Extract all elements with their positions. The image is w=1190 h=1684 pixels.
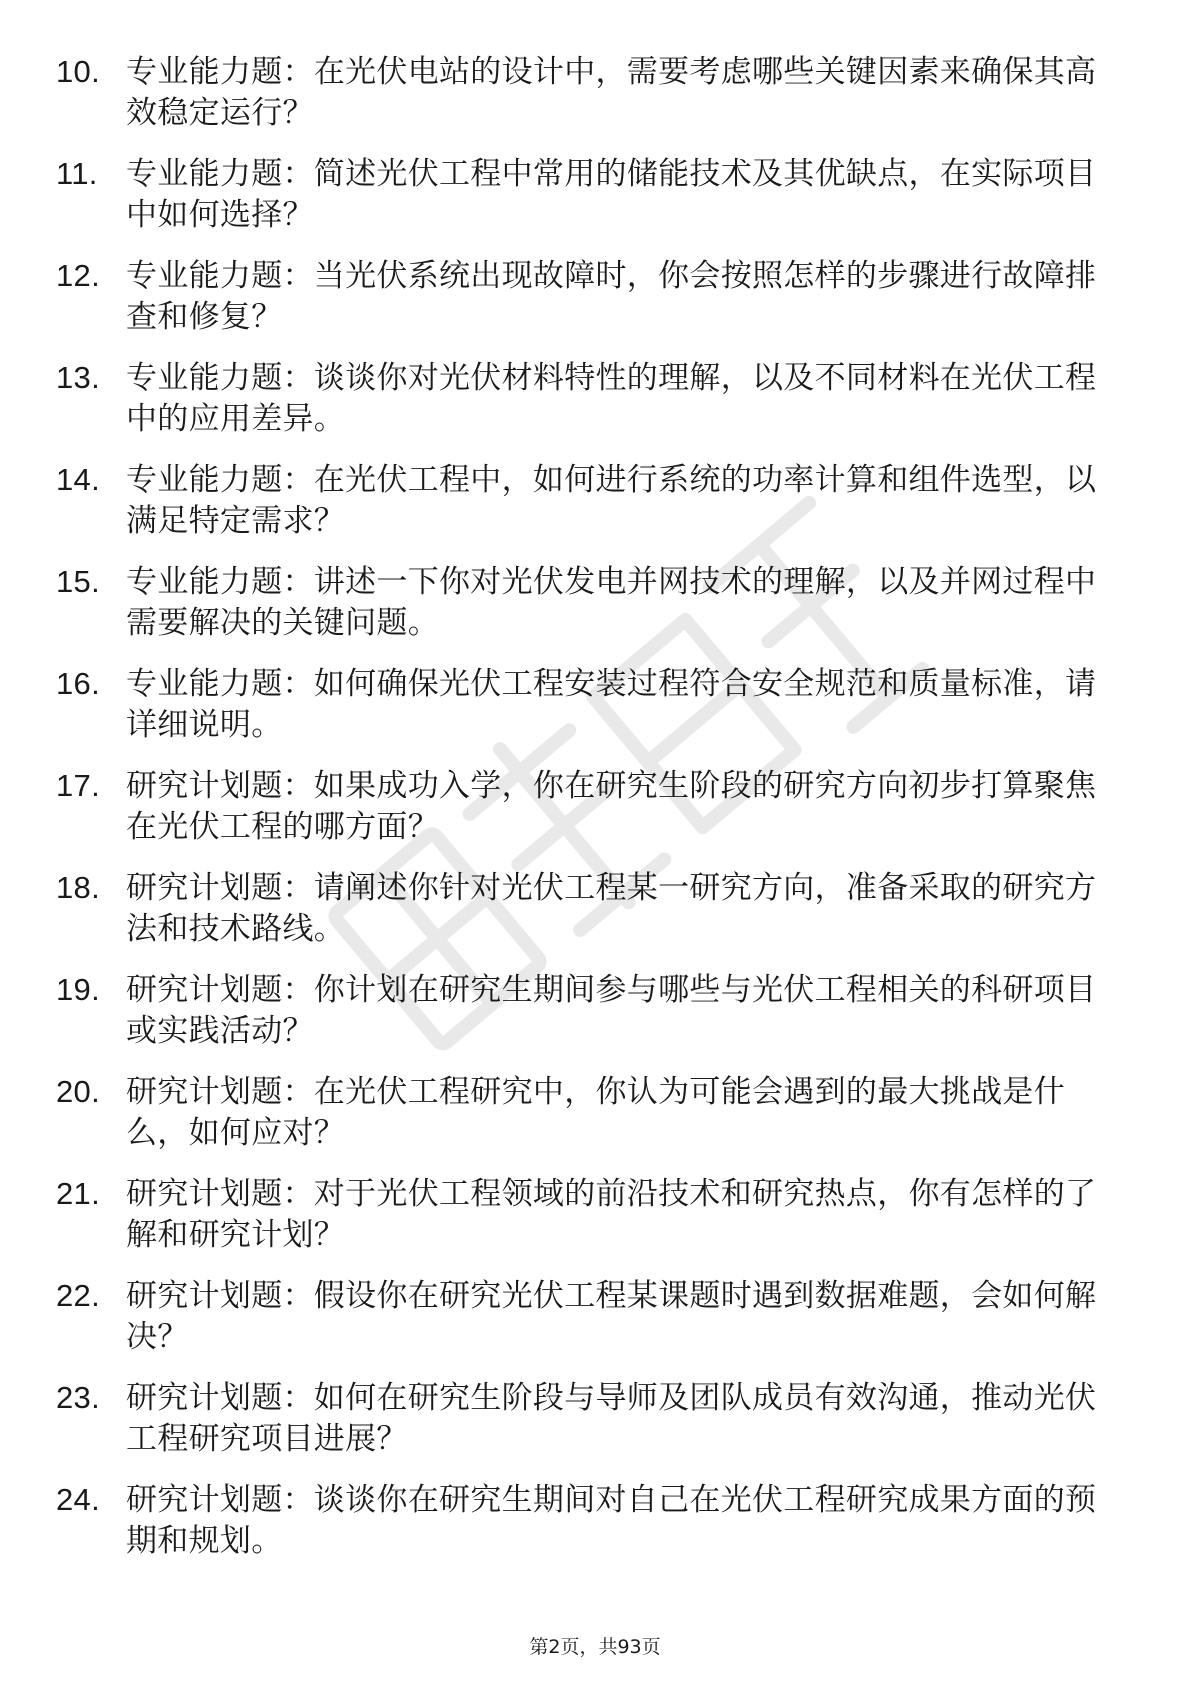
question-text: 研究计划题：对于光伏工程领域的前沿技术和研究热点，你有怎样的了解和研究计划？ bbox=[126, 1176, 1097, 1253]
page-number-footer: 第2页，共93页 bbox=[529, 1636, 661, 1658]
question-number: 12. bbox=[56, 258, 100, 293]
question-number: 23. bbox=[56, 1380, 100, 1415]
list-item bbox=[56, 256, 1116, 337]
question-number: 18. bbox=[56, 870, 100, 905]
question-text: 研究计划题：谈谈你在研究生期间对自己在光伏工程研究成果方面的预期和规划。 bbox=[126, 1482, 1097, 1559]
question-number: 24. bbox=[56, 1482, 100, 1517]
question-number: 22. bbox=[56, 1278, 100, 1313]
question-number: 21. bbox=[56, 1176, 100, 1211]
list-item bbox=[56, 562, 1116, 643]
question-text: 研究计划题：如果成功入学，你在研究生阶段的研究方向初步打算聚焦在光伏工程的哪方面？ bbox=[126, 768, 1097, 845]
list-item bbox=[56, 1378, 1116, 1459]
question-text: 专业能力题：在光伏电站的设计中，需要考虑哪些关键因素来确保其高效稳定运行？ bbox=[126, 54, 1097, 131]
question-text: 专业能力题：谈谈你对光伏材料特性的理解，以及不同材料在光伏工程中的应用差异。 bbox=[126, 360, 1097, 437]
list-item bbox=[56, 868, 1116, 949]
question-number: 20. bbox=[56, 1074, 100, 1109]
list-item bbox=[56, 1174, 1116, 1255]
question-text: 专业能力题：讲述一下你对光伏发电并网技术的理解，以及并网过程中需要解决的关键问题。 bbox=[126, 564, 1097, 641]
question-number: 11. bbox=[56, 156, 98, 191]
question-text: 专业能力题：简述光伏工程中常用的储能技术及其优缺点，在实际项目中如何选择？ bbox=[126, 156, 1097, 233]
question-text: 研究计划题：请阐述你针对光伏工程某一研究方向，准备采取的研究方法和技术路线。 bbox=[126, 870, 1097, 947]
list-item bbox=[56, 1072, 1116, 1153]
list-item bbox=[56, 154, 1116, 235]
question-text: 研究计划题：如何在研究生阶段与导师及团队成员有效沟通，推动光伏工程研究项目进展？ bbox=[126, 1380, 1097, 1457]
question-text: 专业能力题：如何确保光伏工程安装过程符合安全规范和质量标准，请详细说明。 bbox=[126, 666, 1097, 743]
question-text: 专业能力题：在光伏工程中，如何进行系统的功率计算和组件选型，以满足特定需求？ bbox=[126, 462, 1097, 539]
question-number: 16. bbox=[56, 666, 100, 701]
list-item bbox=[56, 358, 1116, 439]
question-number: 19. bbox=[56, 972, 100, 1007]
list-item bbox=[56, 766, 1116, 847]
question-text: 研究计划题：在光伏工程研究中，你认为可能会遇到的最大挑战是什么，如何应对？ bbox=[126, 1074, 1065, 1151]
list-item bbox=[56, 460, 1116, 541]
list-item bbox=[56, 52, 1116, 133]
question-number: 14. bbox=[56, 462, 100, 497]
question-text: 专业能力题：当光伏系统出现故障时，你会按照怎样的步骤进行故障排查和修复？ bbox=[126, 258, 1097, 335]
question-number: 10. bbox=[56, 54, 100, 89]
question-number: 13. bbox=[56, 360, 100, 395]
question-number: 17. bbox=[56, 768, 100, 803]
list-item bbox=[56, 1276, 1116, 1357]
question-text: 研究计划题：你计划在研究生期间参与哪些与光伏工程相关的科研项目或实践活动？ bbox=[126, 972, 1097, 1049]
question-list bbox=[56, 52, 1116, 1582]
list-item bbox=[56, 970, 1116, 1051]
question-number: 15. bbox=[56, 564, 100, 599]
list-item bbox=[56, 664, 1116, 745]
question-text: 研究计划题：假设你在研究光伏工程某课题时遇到数据难题，会如何解决？ bbox=[126, 1278, 1097, 1355]
list-item bbox=[56, 1480, 1116, 1561]
